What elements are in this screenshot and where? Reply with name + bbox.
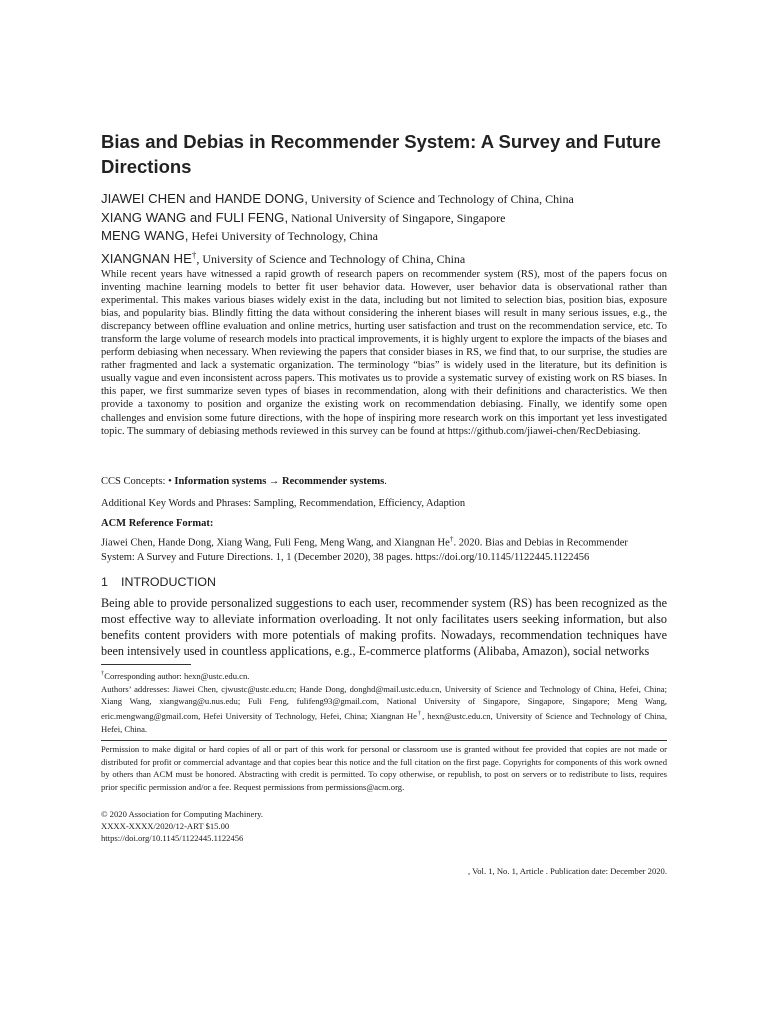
author-names: MENG WANG, bbox=[101, 228, 189, 243]
acm-authors: Jiawei Chen, Hande Dong, Xiang Wang, Fuli Feng, Meng Wang, and Xiangnan He bbox=[101, 537, 450, 549]
keywords: Additional Key Words and Phrases: Sampling, Recommendation, Efficiency, Adaption bbox=[101, 498, 466, 509]
author-line bbox=[101, 190, 667, 209]
corresponding-author: Corresponding author: hexn@ustc.edu.cn. bbox=[104, 670, 250, 681]
footnote-divider bbox=[101, 664, 191, 665]
ccs-concepts bbox=[101, 476, 667, 487]
acm-format-line bbox=[101, 532, 667, 551]
author-affiliation: , University of Science and Technology of China, China bbox=[196, 251, 466, 266]
acm-format-heading: ACM Reference Format: bbox=[101, 518, 214, 529]
acm-format-body bbox=[101, 532, 667, 565]
acm-title: . 2020. Bias and Debias in Recommender bbox=[453, 537, 628, 549]
ccs-term: Information systems bbox=[174, 476, 267, 487]
permission-notice: Permission to make digital or hard copies of all or part of this work for personal or classroom use is granted without fee provided that copies are not made or distributed for profit or commercial advantage and that copies bear this notice and the full citation on the first page. Copyrights for components of this work owned by others than ACM must be honored. Abstracting with credit is permitted. To copy otherwise, or republish, to post on servers or to redistribute to lists, requires prior specific permission and/or a fee. Request permissions from permissions@acm.org. bbox=[101, 744, 667, 793]
doi-link[interactable]: https://doi.org/10.1145/1122445.1122456 bbox=[101, 833, 244, 844]
ccs-term: Recommender systems bbox=[282, 476, 385, 487]
author-block bbox=[101, 190, 667, 268]
paper-title: Bias and Debias in Recommender System: A Survey and Future Directions bbox=[101, 131, 661, 177]
acm-format-line: System: A Survey and Future Directions. 1, 1 (December 2020), 38 pages. https://doi.org/10.1145/1122445.1122456 bbox=[101, 551, 590, 563]
abstract: While recent years have witnessed a rapid growth of research papers on recommender system (RS), most of the papers focus on inventing machine learning models to better fit user behavior data. However, user behavior data is observational rather than experimental. This makes various biases widely exist in the data, including but not limited to selection bias, position bias, exposure bias, and popularity bias. Blindly fitting the data without considering the inherent biases will result in many serious issues, e.g., the discrepancy between offline evaluation and online metrics, hurting user satisfaction and trust on the recommendation service, etc. To transform the large volume of research models into practical improvements, it is highly urgent to explore the impacts of the biases and perform debiasing when necessary. When reviewing the papers that consider biases in RS, we find that, to our surprise, the studies are rather fragmented and lack a systematic organization. The terminology “bias” is widely used in the literature, but its definition is usually vague and even inconsistent across papers. This motivates us to provide a systematic survey of existing work on RS biases. In this paper, we first summarize seven types of biases in recommendation, along with their definitions and characteristics. We then provide a taxonomy to position and organize the existing work on recommendation debiasing. Finally, we identify some open challenges and envision some future directions, with the hope of inspiring more research work on this important yet less investigated topic. The summary of debiasing methods reviewed in this survey can be found at https://github.com/jiawei-chen/RecDebiasing. bbox=[101, 269, 667, 437]
footnotes bbox=[101, 668, 667, 735]
ccs-prefix: CCS Concepts: • bbox=[101, 476, 175, 487]
author-line bbox=[101, 246, 667, 269]
author-affiliation: University of Science and Technology of China, China bbox=[307, 192, 574, 206]
section-heading bbox=[101, 575, 667, 589]
copyright: © 2020 Association for Computing Machinery. bbox=[101, 809, 264, 819]
dagger-mark: † bbox=[449, 534, 454, 543]
dagger-mark: † bbox=[101, 670, 105, 677]
issn: XXXX-XXXX/2020/12-ART $15.00 bbox=[101, 821, 230, 832]
author-names: XIANG WANG and FULI FENG, bbox=[101, 209, 289, 225]
permission-divider bbox=[101, 740, 667, 741]
dagger-mark: † bbox=[191, 249, 197, 260]
ccs-arrow: → bbox=[266, 476, 283, 487]
author-line bbox=[101, 227, 667, 246]
footnote-addresses bbox=[101, 683, 667, 736]
author-line bbox=[101, 209, 667, 228]
addresses-text: Authors’ addresses: Jiawei Chen, cjwustc@ustc.edu.cn; Hande Dong, donghd@mail.ustc.edu.cn, University of Science and Technology of China, Hefei, China; Xiang Wang, xiangwang@u.nus.edu; Fuli Feng, fulifeng93@gmail.com, National University of Singapore, Singapore, Singapore; Meng Wang, eric.mengwang@gmail.com, Hefei University of Technology, Hefei, China; Xiangnan He bbox=[101, 683, 667, 721]
section-title: INTRODUCTION bbox=[121, 575, 216, 589]
intro-paragraph: Being able to provide personalized suggestions to each user, recommender system (RS) has been recognized as the most effective way to alleviate information overloading. It not only facilitates users seeking information, but also benefits content providers with more potentials of making profits. Nowadays, recommendation techniques have been intensively used in countless applications, e.g., E-commerce platforms (Alibaba, Amazon), social networks bbox=[101, 596, 667, 659]
page-footer: , Vol. 1, No. 1, Article . Publication date: December 2020. bbox=[468, 866, 667, 876]
author-affiliation: National University of Singapore, Singapore bbox=[288, 210, 506, 225]
addresses-text: , hexn@ustc.edu.cn, University of Science and Technology of China, Hefei, China. bbox=[101, 710, 667, 734]
author-names: JIAWEI CHEN and HANDE DONG, bbox=[101, 191, 308, 206]
author-affiliation: Hefei University of Technology, China bbox=[188, 229, 378, 243]
section-number: 1 bbox=[101, 575, 108, 589]
ccs-suffix: . bbox=[384, 476, 387, 487]
publication-info bbox=[101, 808, 667, 845]
author-names: XIANGNAN HE bbox=[101, 250, 192, 266]
footnote-corresponding bbox=[101, 668, 667, 683]
dagger-mark: † bbox=[416, 709, 423, 717]
